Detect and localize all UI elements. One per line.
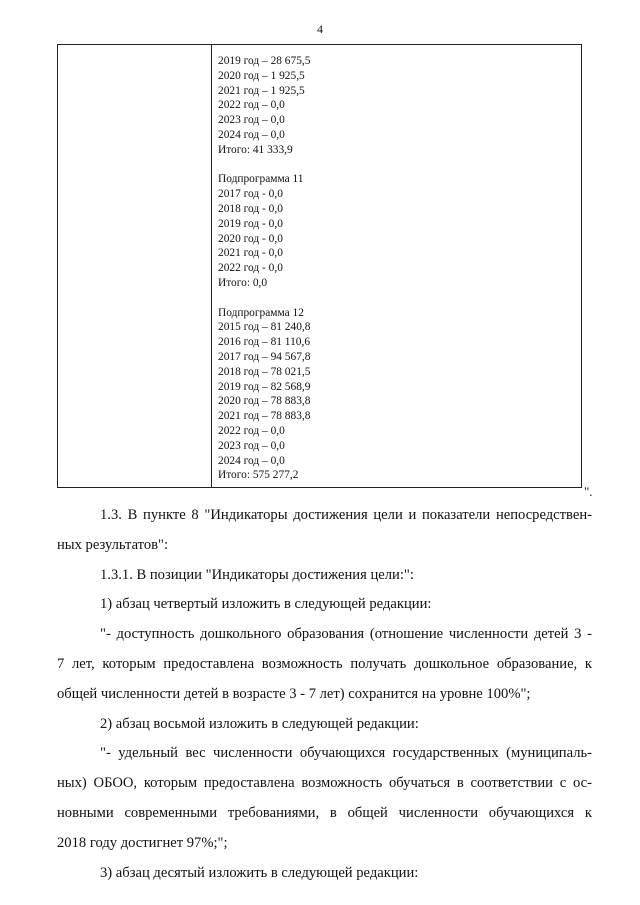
closing-quote: ". (584, 484, 593, 499)
paragraph-item-1: 1) абзац четвертый изложить в следующей редакции: (100, 596, 432, 613)
funding-line: 2016 год – 81 110,6 (218, 336, 311, 349)
paragraph-1-3 (57, 501, 592, 561)
funding-line: 2023 год – 0,0 (218, 114, 285, 127)
funding-line: 2019 год – 82 568,9 (218, 380, 311, 393)
funding-table (57, 44, 582, 488)
text-line: 2018 году достигнет 97%;"; (57, 834, 228, 851)
funding-line: 2022 год – 0,0 (218, 424, 285, 437)
funding-total: Итого: 41 333,9 (218, 143, 293, 156)
text-line: "- доступность дошкольного образования (отношение численности детей 3 - (100, 626, 592, 643)
funding-line: 2022 год - 0,0 (218, 262, 283, 275)
funding-line: 2024 год – 0,0 (218, 128, 285, 141)
funding-line: 2018 год – 78 021,5 (218, 365, 311, 378)
table-column-divider (211, 45, 212, 487)
funding-total: Итого: 575 277,2 (218, 469, 299, 482)
document-body (57, 501, 592, 888)
paragraph-item-2: 2) абзац восьмой изложить в следующей редакции: (100, 715, 419, 732)
funding-line: 2017 год - 0,0 (218, 188, 283, 201)
funding-line: 2015 год – 81 240,8 (218, 321, 311, 334)
text-line: общей численности детей в возрасте 3 - 7 лет) сохранится на уровне 100%"; (57, 685, 531, 702)
funding-line: 2017 год – 94 567,8 (218, 350, 311, 363)
text-line: новными современными требованиями, в общей численности обучающихся к (57, 804, 592, 821)
funding-line: 2019 год – 28 675,5 (218, 55, 311, 67)
funding-line: 2021 год – 1 925,5 (218, 84, 305, 97)
funding-spacer (218, 158, 310, 173)
funding-line: 2021 год - 0,0 (218, 247, 283, 260)
funding-total: Итого: 0,0 (218, 276, 268, 289)
text-line: 1.3. В пункте 8 "Индикаторы достижения цели и показатели непосредствен- (100, 507, 592, 523)
paragraph-quote-2 (57, 739, 592, 858)
funding-line: 2019 год - 0,0 (218, 217, 283, 230)
text-line: 7 лет, которым предоставлена возможность получать дошкольное образование, к (57, 655, 592, 672)
paragraph-quote-1 (57, 620, 592, 709)
subprogram-title: Подпрограмма 12 (218, 306, 304, 319)
funding-spacer (218, 291, 310, 306)
funding-cell (218, 54, 310, 483)
funding-line: 2018 год - 0,0 (218, 202, 283, 215)
funding-line: 2023 год – 0,0 (218, 439, 285, 452)
paragraph-item-3: 3) абзац десятый изложить в следующей редакции: (100, 864, 419, 881)
page-number: 4 (317, 22, 323, 36)
funding-line: 2022 год – 0,0 (218, 99, 285, 112)
text-line: ных) ОБОО, которым предоставлена возможность обучаться в соответствии с ос- (57, 775, 592, 792)
funding-line: 2020 год – 78 883,8 (218, 395, 311, 408)
funding-line: 2020 год – 1 925,5 (218, 69, 305, 82)
paragraph-1-3-1: 1.3.1. В позиции "Индикаторы достижения цели:": (100, 566, 414, 583)
funding-line: 2024 год – 0,0 (218, 454, 285, 467)
funding-line: 2020 год - 0,0 (218, 232, 283, 245)
subprogram-title: Подпрограмма 11 (218, 173, 304, 186)
text-line: "- удельный вес численности обучающихся государственных (муниципаль- (100, 745, 592, 762)
funding-line: 2021 год – 78 883,8 (218, 410, 311, 423)
text-line: ных результатов": (57, 536, 169, 553)
